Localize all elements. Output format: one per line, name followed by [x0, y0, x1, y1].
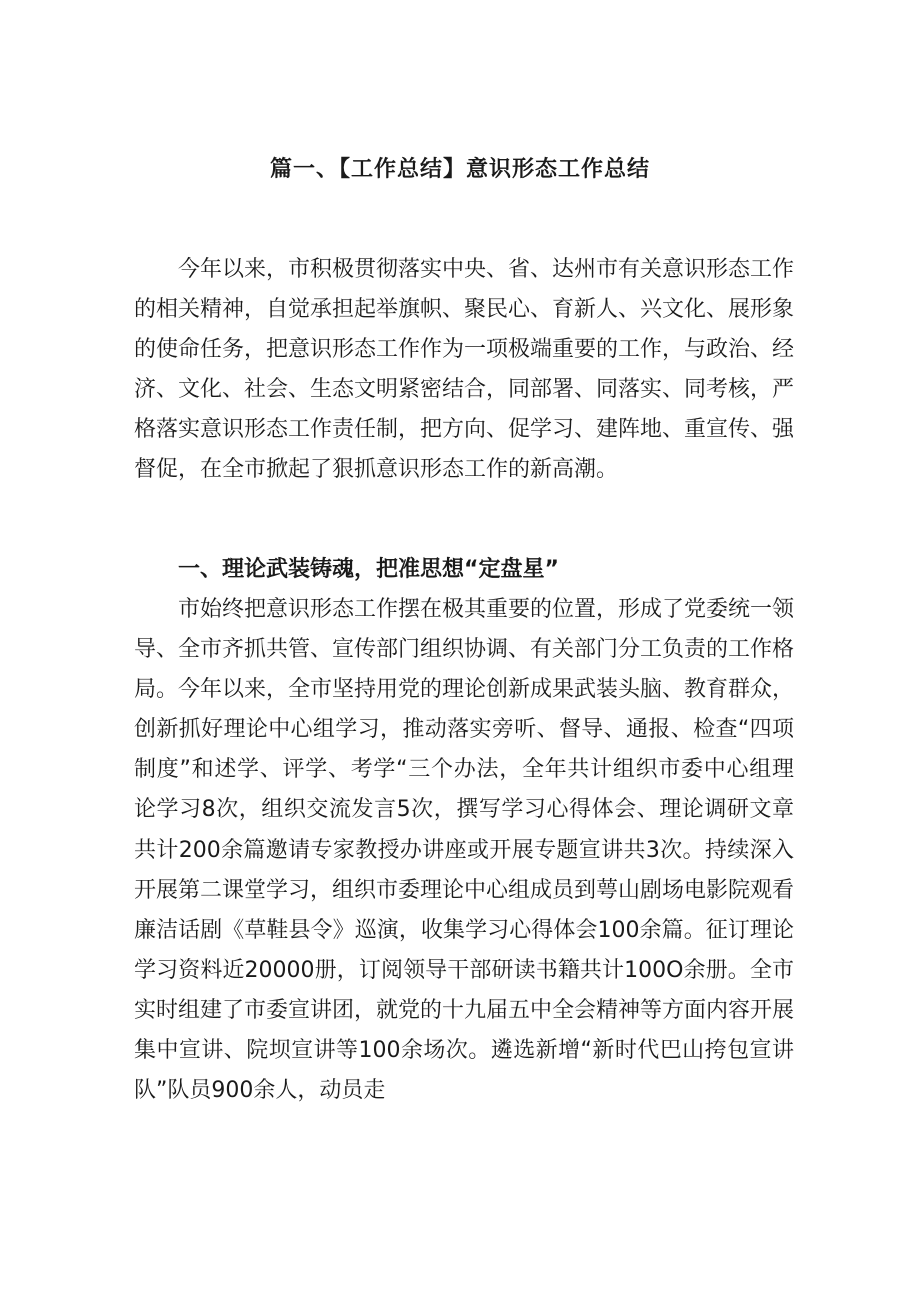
document-body — [134, 250, 794, 1111]
section-heading-1: 一、理论武装铸魂，把准思想“定盘星” — [178, 557, 559, 582]
paragraph-intro: 今年以来，市积极贯彻落实中央、省、达州市有关意识形态工作的相关精神，自觉承担起举旗帜、聚民心、育新人、兴文化、展形象的使命任务，把意识形态工作作为一项极端重要的工作，与政治、经济、文化、社会、生态文明紧密结合，同部署、同落实、同考核，严格落实意识形态工作责任制，把方向、促学习、建阵地、重宣传、强督促，在全市掀起了狠抓意识形态工作的新高潮。 — [134, 257, 794, 483]
document-title: 篇一、【工作总结】意识形态工作总结 — [269, 157, 650, 182]
paragraph-section-1: 市始终把意识形态工作摆在极其重要的位置，形成了党委统一领导、全市齐抓共管、宣传部门组织协调、有关部门分工负责的工作格局。今年以来，全市坚持用党的理论创新成果武装头脑、教育群众，创新抓好理论中心组学习，推动落实旁听、督导、通报、检查“四项制度”和述学、评学、考学“三个办法，全年共计组织市委中心组理论学习8次，组织交流发言5次，撰写学习心得体会、理论调研文章共计200余篇邀请专家教授办讲座或开展专题宣讲共3次。持续深入开展第二课堂学习，组织市委理论中心组成员到萼山剧场电影院观看廉洁话剧《草鞋县令》巡演，收集学习心得体会100余篇。征订理论学习资料近20000册，订阅领导干部研读书籍共计100O余册。全市实时组建了市委宣讲团，就党的十九届五中全会精神等方面内容开展集中宣讲、院坝宣讲等100余场次。遴选新增“新时代巴山挎包宣讲队”队员900余人，动员走 — [134, 597, 795, 1104]
